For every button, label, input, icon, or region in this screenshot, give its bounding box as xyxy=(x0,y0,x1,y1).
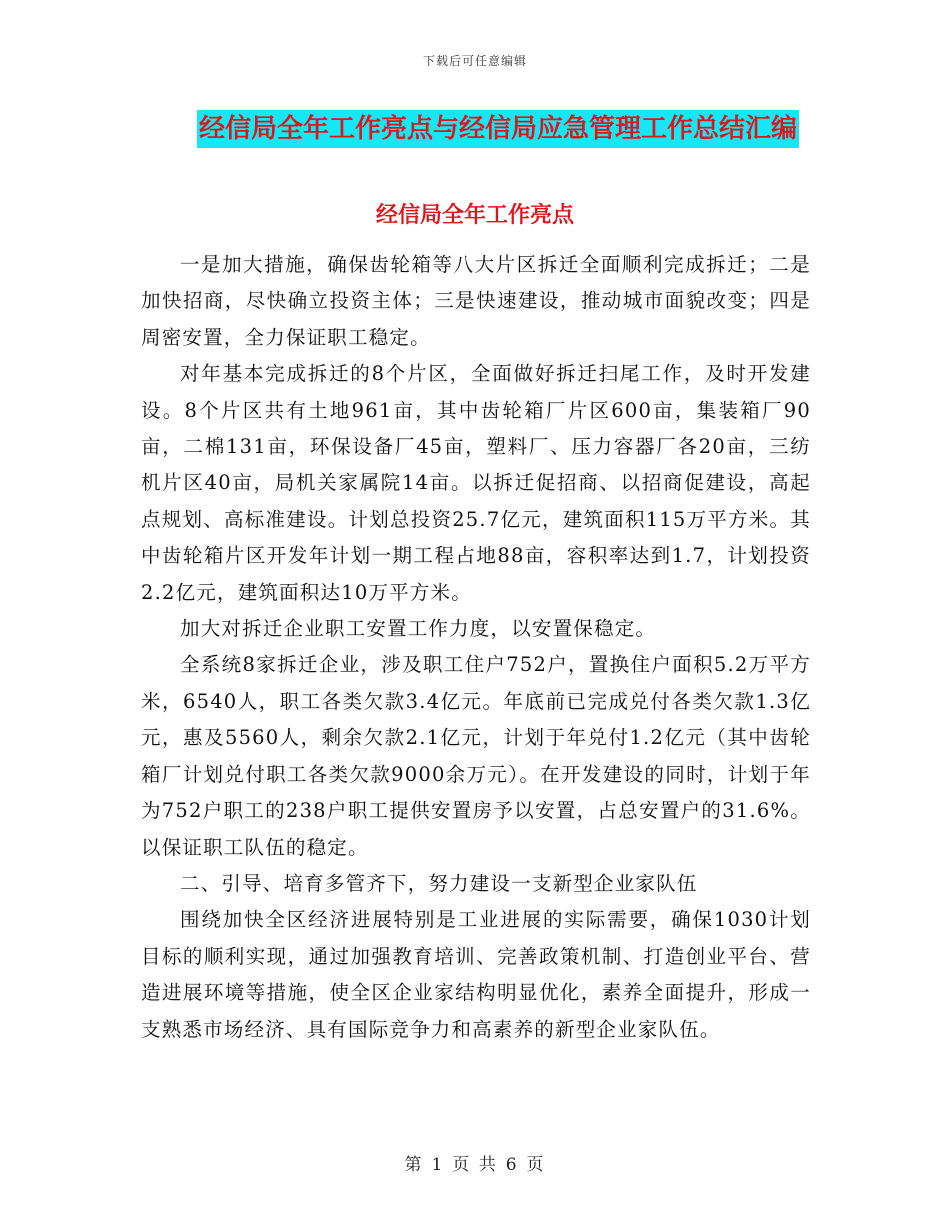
footer-suffix: 页 xyxy=(526,1155,546,1175)
section-title: 经信局全年工作亮点 xyxy=(375,203,574,228)
footer-prefix: 第 xyxy=(404,1155,424,1175)
document-title-container xyxy=(0,110,950,148)
paragraph: 围绕加快全区经济进展特别是工业进展的实际需要，确保1030计划目标的顺利实现，通过加强教育培训、完善政策机制、打造创业平台、营造进展环境等措施，使全区企业家结构明显优化，素养全面提升，形成一支熟悉市场经济、具有国际竞争力和高素养的新型企业家队伍。 xyxy=(141,908,811,1041)
document-body xyxy=(141,247,811,1048)
paragraph: 对年基本完成拆迁的8个片区，全面做好拆迁扫尾工作，及时开发建设。8个片区共有土地961亩，其中齿轮箱厂片区600亩，集装箱厂90亩，二棉131亩，环保设备厂45亩，塑料厂、压力容器厂各20亩，三纺机片区40亩，局机关家属院14亩。以拆迁促招商、以招商促建设，高起点规划、高标准建设。计划总投资25.7亿元，建筑面积115万平方米。其中齿轮箱片区开发年计划一期工程占地88亩，容积率达到1.7，计划投资2.2亿元，建筑面积达10万平方米。 xyxy=(141,362,811,604)
footer-middle: 页 共 xyxy=(452,1155,498,1175)
paragraph: 一是加大措施，确保齿轮箱等八大片区拆迁全面顺利完成拆迁；二是加快招商，尽快确立投资主体；三是快速建设，推动城市面貌改变；四是周密安置，全力保证职工稳定。 xyxy=(141,253,811,349)
paragraph: 全系统8家拆迁企业，涉及职工住户752户，置换住户面积5.2万平方米，6540人，职工各类欠款3.4亿元。年底前已完成兑付各类欠款1.3亿元，惠及5560人，剩余欠款2.1亿元，计划于年兑付1.2亿元（其中齿轮箱厂计划兑付职工各类欠款9000余万元）。在开发建设的同时，计划于年为752户职工的238户职工提供安置房予以安置，占总安置户的31.6%。以保证职工队伍的稳定。 xyxy=(141,653,811,859)
page-footer xyxy=(0,1150,950,1175)
paragraph: 加大对拆迁企业职工安置工作力度，以安置保稳定。 xyxy=(180,617,657,641)
document-title: 经信局全年工作亮点与经信局应急管理工作总结汇编 xyxy=(197,110,799,148)
paragraph: 二、引导、培育多管齐下，努力建设一支新型企业家队伍 xyxy=(180,871,698,895)
footer-total-pages: 6 xyxy=(505,1155,519,1175)
page-header-note: 下载后可任意编辑 xyxy=(422,54,527,68)
footer-current-page: 1 xyxy=(431,1155,445,1175)
